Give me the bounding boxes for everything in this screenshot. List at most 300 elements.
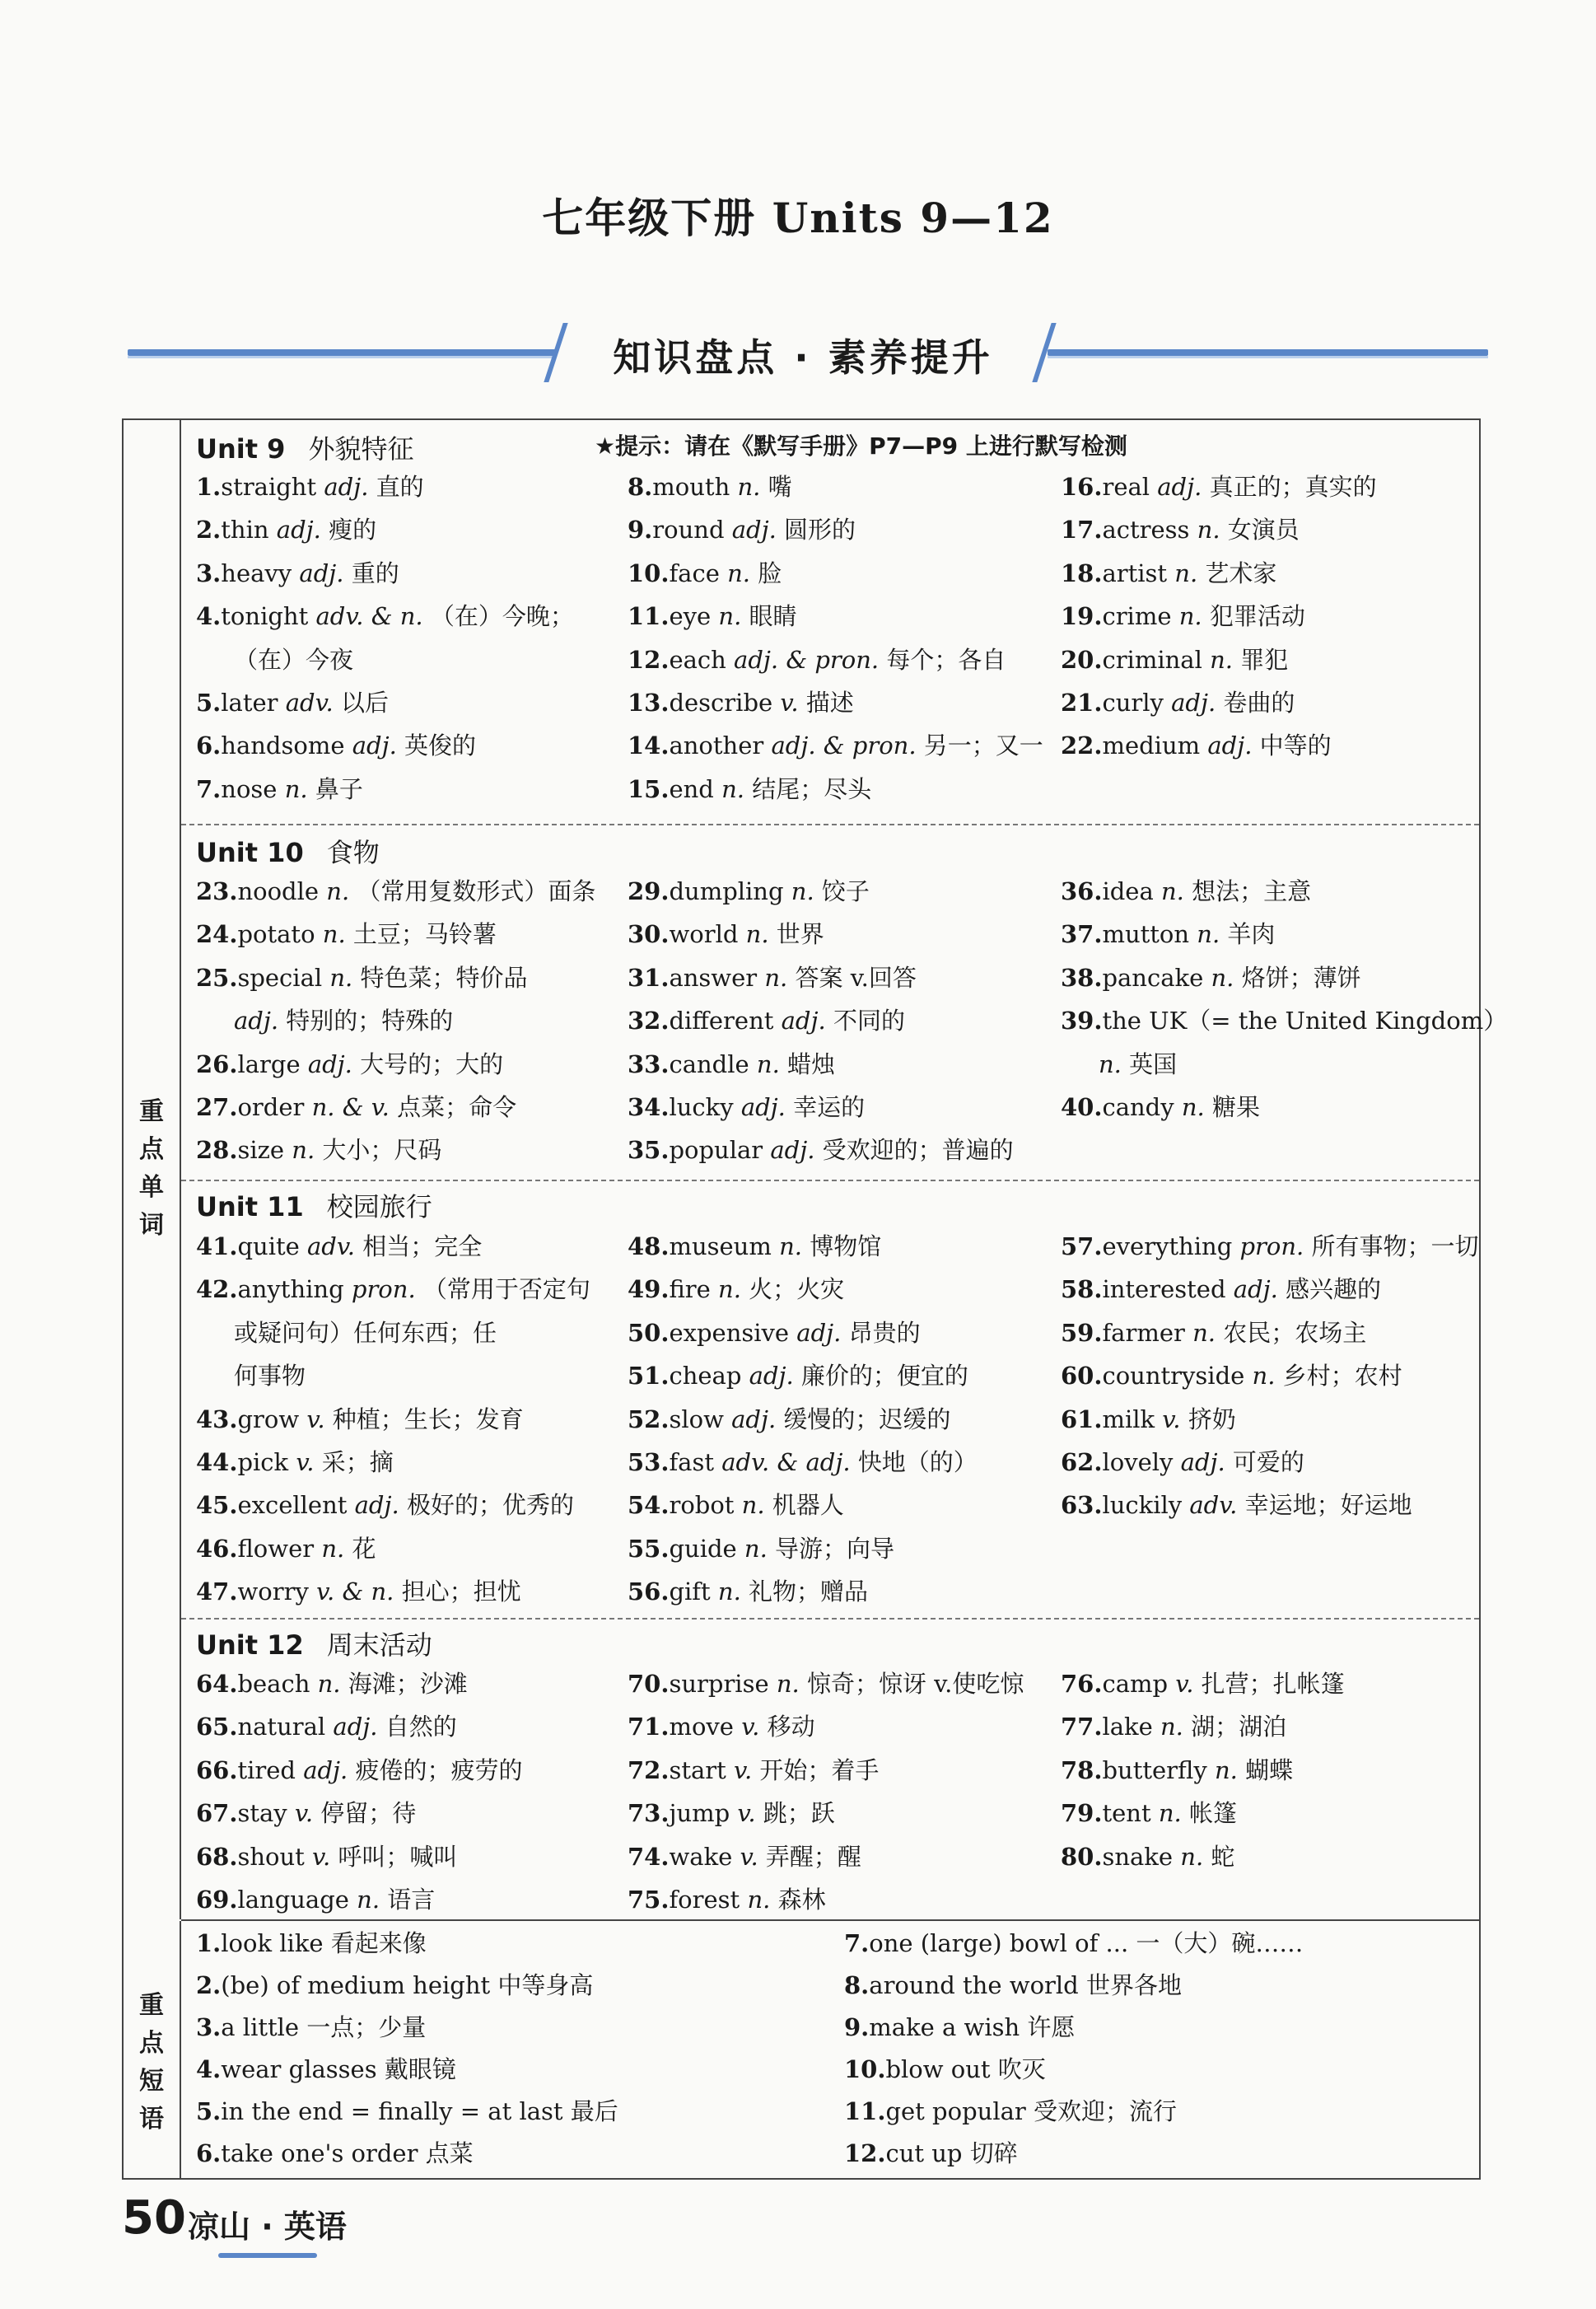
entry-word: luckily — [1102, 1491, 1190, 1520]
phrase-text: blow out 吹灭 — [885, 2055, 1046, 2083]
entry-pos: n. — [292, 1136, 323, 1165]
phrase-number: 2. — [196, 1971, 222, 1999]
entry-word: shout — [237, 1842, 313, 1871]
entry-word: forest — [669, 1885, 748, 1914]
entry-number: 3. — [196, 559, 222, 587]
entry-number: 44. — [196, 1447, 238, 1476]
word-entry — [1061, 1043, 1507, 1086]
entry-number: 76. — [1061, 1670, 1103, 1698]
entry-meaning: （在）今夜 — [234, 645, 354, 674]
word-column — [1061, 870, 1507, 1129]
entry-word: camp — [1102, 1670, 1176, 1698]
entry-meaning: 感兴趣的 — [1286, 1275, 1382, 1304]
entry-pos: n. — [717, 1578, 749, 1606]
phrase-number: 9. — [844, 2013, 870, 2041]
phrase-text: cut up 切碎 — [885, 2139, 1018, 2167]
entry-meaning: 英俊的 — [404, 731, 477, 760]
entry-pos: n. — [1099, 1049, 1130, 1078]
word-column — [196, 1662, 523, 1921]
phrase-number: 12. — [844, 2139, 886, 2167]
entry-number: 59. — [1061, 1318, 1103, 1347]
entry-word: world — [669, 920, 746, 949]
word-entry — [1061, 1268, 1479, 1311]
entry-pos: adj. — [324, 473, 376, 501]
entry-number: 38. — [1061, 963, 1103, 992]
entry-meaning: 幸运的 — [793, 1092, 866, 1121]
entry-number: 57. — [1061, 1232, 1103, 1260]
word-column — [628, 1225, 978, 1614]
entry-pos: adj. — [352, 731, 405, 760]
entry-number: 12. — [628, 645, 670, 674]
entry-pos: adj. — [234, 1007, 287, 1035]
word-entry — [628, 1354, 978, 1397]
entry-word: excellent — [237, 1491, 355, 1520]
entry-word: stay — [237, 1799, 295, 1828]
entry-meaning: 烙饼；薄饼 — [1241, 963, 1361, 992]
entry-meaning: 描述 — [805, 688, 854, 717]
unit-topic: 外貌特征 — [308, 433, 414, 465]
entry-pos: n. — [1197, 516, 1228, 545]
entry-meaning: 湖；湖泊 — [1191, 1713, 1287, 1741]
entry-number: 6. — [196, 731, 222, 760]
entry-number: 11. — [628, 602, 670, 631]
entry-meaning: 海滩；沙滩 — [348, 1670, 468, 1698]
entry-meaning: 惊奇；惊讶 v.使吃惊 — [806, 1670, 1024, 1698]
word-column — [196, 465, 574, 811]
entry-pos: adj. — [354, 1491, 407, 1520]
entry-meaning: 糖果 — [1211, 1092, 1260, 1121]
entry-pos: n. — [329, 963, 361, 992]
entry-meaning: 何事物 — [234, 1362, 306, 1391]
side-label-char: 语 — [139, 2105, 164, 2134]
entry-meaning: 种植；生长；发育 — [332, 1405, 524, 1433]
phrase-entry — [844, 2049, 1303, 2091]
entry-word: thin — [221, 516, 277, 545]
unit-heading — [196, 832, 380, 870]
word-column — [1061, 465, 1377, 768]
unit-topic: 校园旅行 — [326, 1191, 432, 1222]
entry-meaning: 或疑问句）任何东西；任 — [234, 1318, 497, 1347]
entry-meaning: （在）今晚； — [430, 602, 574, 631]
entry-meaning: 中等的 — [1259, 731, 1332, 760]
entry-word: interested — [1102, 1275, 1234, 1304]
entry-meaning: 呼叫；喊叫 — [338, 1842, 458, 1871]
word-entry — [196, 1749, 523, 1792]
phrase-entry — [196, 2049, 618, 2091]
entry-pos: n. — [1178, 602, 1210, 631]
entry-word: slow — [669, 1405, 732, 1433]
entry-pos: n. — [1211, 963, 1242, 992]
entry-number: 66. — [196, 1755, 238, 1784]
entry-pos: v. — [740, 1842, 766, 1871]
entry-number: 80. — [1061, 1842, 1103, 1871]
entry-meaning: 世界 — [776, 920, 824, 949]
word-entry — [196, 1878, 523, 1921]
entry-pos: adj. — [1207, 731, 1260, 760]
side-label-words — [124, 1093, 180, 1245]
word-entry — [1061, 552, 1377, 595]
word-entry — [196, 1484, 590, 1526]
entry-number: 55. — [628, 1534, 670, 1563]
phrase-number: 7. — [844, 1929, 870, 1957]
entry-number: 16. — [1061, 473, 1103, 501]
entry-pos: v. & n. — [316, 1578, 402, 1606]
entry-meaning: 蜡烛 — [787, 1049, 836, 1078]
side-label-char: 单 — [139, 1173, 164, 1202]
entry-pos: n. — [756, 1049, 788, 1078]
word-entry — [1061, 1749, 1345, 1792]
entry-word: pancake — [1102, 963, 1211, 992]
entry-word: tired — [237, 1755, 304, 1784]
entry-meaning: 相当；完全 — [362, 1232, 483, 1260]
entry-meaning: 采；摘 — [321, 1447, 394, 1476]
entry-meaning: 快地（的） — [857, 1447, 978, 1476]
entry-number: 19. — [1061, 602, 1103, 631]
page-number: 50 — [122, 2191, 186, 2245]
entry-pos: adv. & adj. — [721, 1447, 858, 1476]
entry-meaning: 眼睛 — [749, 602, 797, 631]
entry-number: 18. — [1061, 559, 1103, 587]
entry-word: flower — [237, 1534, 322, 1563]
entry-word: eye — [669, 602, 719, 631]
entry-meaning: 特别的；特殊的 — [286, 1007, 454, 1035]
phrase-number: 8. — [844, 1971, 870, 1999]
unit-name: Unit 11 — [196, 1191, 304, 1222]
entry-pos: adj. — [731, 516, 785, 545]
entry-pos: n. — [326, 877, 357, 905]
word-entry — [1061, 913, 1507, 956]
entry-number: 23. — [196, 877, 238, 905]
entry-word: large — [237, 1049, 308, 1078]
entry-number: 74. — [628, 1842, 670, 1871]
entry-meaning: 大号的；大的 — [360, 1049, 504, 1078]
word-entry — [196, 1570, 590, 1613]
entry-pos: n. — [741, 1491, 772, 1520]
word-entry — [196, 1086, 595, 1129]
word-entry — [1061, 465, 1377, 508]
entry-pos: v. — [296, 1447, 322, 1476]
side-label-char: 点 — [139, 2029, 164, 2058]
entry-number: 73. — [628, 1799, 670, 1828]
word-entry — [628, 638, 1043, 681]
phrase-text: (be) of medium height 中等身高 — [221, 1971, 594, 1999]
word-entry — [1061, 724, 1377, 767]
entry-number: 64. — [196, 1670, 238, 1698]
entry-pos: n. — [1180, 1842, 1211, 1871]
entry-pos: n. — [1210, 645, 1241, 674]
entry-pos: adj. & pron. — [734, 645, 887, 674]
entry-number: 67. — [196, 1799, 238, 1828]
entry-pos: n. — [1158, 1799, 1189, 1828]
entry-meaning: 圆形的 — [784, 516, 856, 545]
entry-pos: adv. — [285, 688, 341, 717]
entry-meaning: 卷曲的 — [1223, 688, 1295, 717]
word-entry — [1061, 1792, 1345, 1835]
entry-number: 4. — [196, 602, 222, 631]
entry-meaning: 疲倦的；疲劳的 — [355, 1755, 523, 1784]
entry-word: straight — [221, 473, 324, 501]
entry-number: 32. — [628, 1007, 670, 1035]
entry-number: 15. — [628, 774, 670, 803]
word-entry — [628, 913, 1014, 956]
entry-number: 36. — [1061, 877, 1103, 905]
unit-topic: 食物 — [326, 837, 380, 868]
word-column — [1061, 1662, 1345, 1878]
entry-word: start — [669, 1755, 735, 1784]
entry-meaning: 帐篷 — [1188, 1799, 1237, 1828]
entry-meaning: 嘴 — [768, 473, 792, 501]
entry-number: 2. — [196, 516, 222, 545]
entry-word: criminal — [1102, 645, 1211, 674]
word-entry — [1061, 1354, 1479, 1397]
word-entry — [196, 1441, 590, 1484]
entry-number: 29. — [628, 877, 670, 905]
entry-pos: n. — [1197, 920, 1228, 949]
entry-word: grow — [237, 1405, 307, 1433]
entry-number: 35. — [628, 1136, 670, 1165]
entry-word: lovely — [1102, 1447, 1181, 1476]
entry-meaning: 大小；尺码 — [322, 1136, 442, 1165]
entry-word: handsome — [221, 731, 352, 760]
entry-pos: n. — [322, 920, 353, 949]
phrase-column — [844, 1923, 1303, 2175]
entry-word: mutton — [1102, 920, 1197, 949]
entry-pos: n. — [764, 963, 796, 992]
entry-number: 48. — [628, 1232, 670, 1260]
word-entry — [196, 1662, 523, 1705]
banner-title: 知识盘点 · 素养提升 — [613, 335, 993, 380]
entry-word: dumpling — [669, 877, 791, 905]
word-entry — [1061, 1086, 1507, 1129]
word-entry — [196, 1268, 590, 1311]
word-entry — [196, 913, 595, 956]
word-column — [196, 870, 595, 1172]
entry-word: robot — [669, 1491, 742, 1520]
phrase-number: 10. — [844, 2055, 886, 2083]
entry-word: countryside — [1102, 1362, 1253, 1391]
entry-meaning: 鼻子 — [315, 774, 363, 803]
word-entry — [196, 1311, 590, 1354]
entry-pos: n. — [357, 1885, 388, 1914]
entry-pos: n. — [791, 877, 822, 905]
entry-number: 61. — [1061, 1405, 1103, 1433]
entry-pos: adj. — [1157, 473, 1210, 501]
entry-number: 17. — [1061, 516, 1103, 545]
entry-meaning: 瘦的 — [329, 516, 377, 545]
entry-number: 56. — [628, 1578, 670, 1606]
entry-pos: adj. — [781, 1007, 833, 1035]
unit-heading — [196, 1624, 432, 1662]
brand-underline — [218, 2253, 317, 2258]
entry-number: 14. — [628, 731, 670, 760]
entry-pos: adj. — [276, 516, 329, 545]
entry-meaning: 蝴蝶 — [1245, 1755, 1294, 1784]
entry-meaning: 不同的 — [833, 1007, 905, 1035]
entry-meaning: 直的 — [376, 473, 424, 501]
word-entry — [196, 681, 574, 724]
entry-word: crime — [1102, 602, 1179, 631]
word-entry — [628, 508, 1043, 551]
entry-pos: adj. — [731, 1405, 784, 1433]
entry-number: 47. — [196, 1578, 238, 1606]
word-entry — [628, 999, 1014, 1042]
entry-pos: n. — [1181, 1092, 1212, 1121]
entry-word: tonight — [221, 602, 316, 631]
entry-word: beach — [237, 1670, 318, 1698]
entry-pos: adj. — [307, 1049, 361, 1078]
entry-number: 41. — [196, 1232, 238, 1260]
entry-pos: v. — [734, 1755, 760, 1784]
entry-pos: adj. — [749, 1362, 801, 1391]
entry-pos: n. & v. — [311, 1092, 398, 1121]
entry-word: heavy — [221, 559, 300, 587]
entry-meaning: 特色菜；特价品 — [360, 963, 528, 992]
entry-word: noodle — [237, 877, 327, 905]
word-entry — [196, 1527, 590, 1570]
entry-meaning: 受欢迎的；普遍的 — [822, 1136, 1014, 1165]
entry-word: surprise — [669, 1670, 777, 1698]
word-entry — [1061, 638, 1377, 681]
entry-number: 1. — [196, 473, 222, 501]
entry-meaning: （常用复数形式）面条 — [357, 877, 596, 905]
word-entry — [628, 681, 1043, 724]
entry-meaning: 缓慢的；迟缓的 — [783, 1405, 951, 1433]
entry-meaning: 自然的 — [385, 1713, 457, 1741]
word-entry — [196, 638, 574, 681]
entry-meaning: 幸运地；好运地 — [1244, 1491, 1412, 1520]
phrase-column — [196, 1923, 618, 2175]
entry-number: 5. — [196, 688, 222, 717]
word-entry — [628, 1749, 1024, 1792]
word-entry — [628, 1570, 978, 1613]
unit-name: Unit 10 — [196, 837, 304, 868]
entry-number: 54. — [628, 1491, 670, 1520]
entry-number: 30. — [628, 920, 670, 949]
entry-meaning: 可爱的 — [1232, 1447, 1304, 1476]
entry-meaning: 所有事物；一切 — [1311, 1232, 1479, 1260]
entry-pos: v. — [737, 1799, 763, 1828]
side-label-phrases — [124, 1987, 180, 2138]
entry-word: medium — [1102, 731, 1208, 760]
phrase-entry — [844, 2133, 1303, 2175]
entry-word: order — [237, 1092, 312, 1121]
entry-word: language — [237, 1885, 357, 1914]
entry-word: face — [669, 559, 728, 587]
word-entry — [628, 956, 1014, 999]
entry-number: 60. — [1061, 1362, 1103, 1391]
entry-word: worry — [237, 1578, 317, 1606]
entry-word: each — [669, 645, 735, 674]
entry-pos: adv. — [307, 1232, 363, 1260]
entry-number: 9. — [628, 516, 653, 545]
word-entry — [196, 724, 574, 767]
word-entry — [196, 465, 574, 508]
phrase-number: 1. — [196, 1929, 222, 1957]
phrase-text: look like 看起来像 — [221, 1929, 427, 1957]
side-label-char: 词 — [139, 1211, 164, 1240]
entry-meaning: 罪犯 — [1240, 645, 1289, 674]
entry-meaning: 英国 — [1129, 1049, 1178, 1078]
word-entry — [196, 552, 574, 595]
entry-pos: n. — [1252, 1362, 1283, 1391]
entry-meaning: 点菜；命令 — [397, 1092, 517, 1121]
entry-number: 8. — [628, 473, 653, 501]
entry-pos: n. — [744, 1534, 776, 1563]
entry-number: 46. — [196, 1534, 238, 1563]
entry-meaning: 礼物；赠品 — [749, 1578, 869, 1606]
book-brand: 凉山 · 英语 — [188, 2209, 347, 2245]
word-entry — [628, 1878, 1024, 1921]
entry-number: 24. — [196, 920, 238, 949]
entry-number: 75. — [628, 1885, 670, 1914]
entry-pos: adj. — [770, 1136, 823, 1165]
entry-pos: n. — [776, 1670, 807, 1698]
entry-number: 50. — [628, 1318, 670, 1347]
entry-pos: n. — [284, 774, 315, 803]
entry-number: 27. — [196, 1092, 238, 1121]
entry-pos: adj. — [1180, 1447, 1233, 1476]
word-entry — [1061, 870, 1507, 913]
entry-pos: pron. — [1239, 1232, 1312, 1260]
entry-word: pick — [237, 1447, 296, 1476]
word-entry — [628, 595, 1043, 638]
word-entry — [628, 1225, 978, 1268]
page-title: 七年级下册 Units 9—12 — [542, 194, 1054, 242]
word-entry — [628, 1441, 978, 1484]
word-entry — [628, 1705, 1024, 1748]
word-entry — [628, 724, 1043, 767]
entry-pos: n. — [718, 602, 749, 631]
entry-number: 79. — [1061, 1799, 1103, 1828]
phrase-text: a little 一点；少量 — [221, 2013, 427, 2041]
word-entry — [628, 1268, 978, 1311]
word-column — [628, 870, 1014, 1172]
entry-word: farmer — [1102, 1318, 1193, 1347]
phrase-text: in the end = finally = at last 最后 — [221, 2097, 618, 2125]
phrase-entry — [196, 2091, 618, 2133]
phrase-number: 3. — [196, 2013, 222, 2041]
entry-pos: adj. — [1233, 1275, 1286, 1304]
entry-word: milk — [1102, 1405, 1163, 1433]
entry-meaning: 扎营；扎帐篷 — [1201, 1670, 1345, 1698]
word-entry — [628, 1129, 1014, 1171]
word-entry — [1061, 1441, 1479, 1484]
entry-meaning: 停留；待 — [320, 1799, 417, 1828]
word-entry — [196, 956, 595, 999]
entry-meaning: 每个；各自 — [886, 645, 1006, 674]
entry-word: museum — [669, 1232, 780, 1260]
entry-number: 69. — [196, 1885, 238, 1914]
entry-pos: v. — [1175, 1670, 1202, 1698]
entry-word: quite — [237, 1232, 308, 1260]
entry-word: everything — [1102, 1232, 1240, 1260]
entry-word: fire — [669, 1275, 719, 1304]
entry-number: 7. — [196, 774, 222, 803]
side-label-char: 短 — [139, 2067, 164, 2096]
entry-meaning: 艺术家 — [1205, 559, 1277, 587]
word-entry — [196, 1354, 590, 1397]
entry-pos: v. — [780, 688, 806, 717]
entry-meaning: 答案 v.回答 — [795, 963, 917, 992]
entry-number: 45. — [196, 1491, 238, 1520]
word-entry — [196, 768, 574, 811]
entry-meaning: 结尾；尽头 — [752, 774, 872, 803]
word-entry — [1061, 1484, 1479, 1526]
word-entry — [628, 1835, 1024, 1878]
entry-word: actress — [1102, 516, 1197, 545]
entry-meaning: 导游；向导 — [775, 1534, 895, 1563]
entry-pos: n. — [745, 920, 777, 949]
